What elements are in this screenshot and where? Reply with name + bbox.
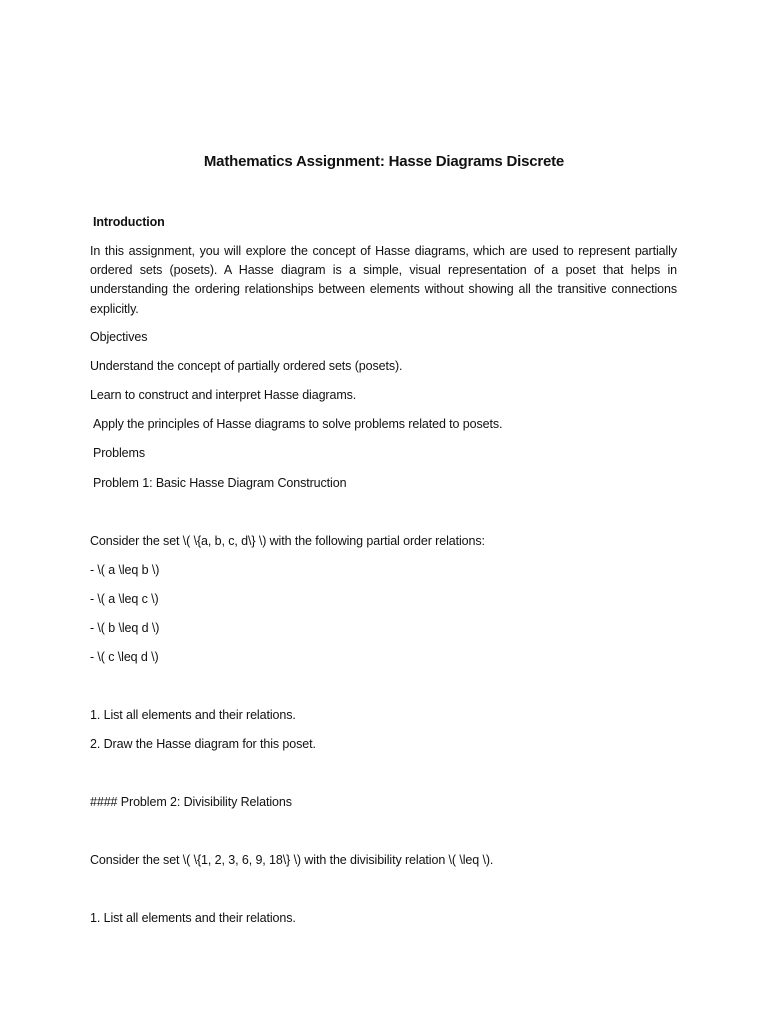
objectives-heading: Objectives: [90, 330, 148, 344]
problem1-heading: Problem 1: Basic Hasse Diagram Construction: [93, 476, 347, 490]
introduction-paragraph: In this assignment, you will explore the concept of Hasse diagrams, which are used to represent partially ordered sets (posets). A Hasse diagram is a simple, visual representation of a poset that helps in understanding the ordering relationships between elements without showing all the transitive connections explicitly.: [90, 244, 677, 316]
relation-item: - \( c \leq d \): [90, 650, 159, 664]
problems-heading: Problems: [93, 446, 145, 460]
objective-item: Understand the concept of partially ordered sets (posets).: [90, 359, 403, 373]
page-title: Mathematics Assignment: Hasse Diagrams Discrete: [203, 153, 565, 170]
objective-item: Learn to construct and interpret Hasse diagrams.: [90, 388, 357, 402]
relation-item: - \( a \leq b \): [90, 563, 160, 577]
problem1-statement: Consider the set \( \{a, b, c, d\} \) with the following partial order relations:: [90, 534, 485, 548]
task-item: 2. Draw the Hasse diagram for this poset.: [90, 737, 316, 751]
relation-item: - \( a \leq c \): [90, 592, 159, 606]
introduction-heading: Introduction: [93, 215, 165, 229]
problem2-statement: Consider the set \( \{1, 2, 3, 6, 9, 18\} \) with the divisibility relation \( \leq \).: [90, 853, 494, 867]
objective-item: Apply the principles of Hasse diagrams to solve problems related to posets.: [93, 417, 503, 431]
problem2-heading: #### Problem 2: Divisibility Relations: [90, 795, 292, 809]
task-item: 1. List all elements and their relations.: [90, 708, 296, 722]
relation-item: - \( b \leq d \): [90, 621, 160, 635]
task-item: 1. List all elements and their relations.: [90, 911, 296, 925]
